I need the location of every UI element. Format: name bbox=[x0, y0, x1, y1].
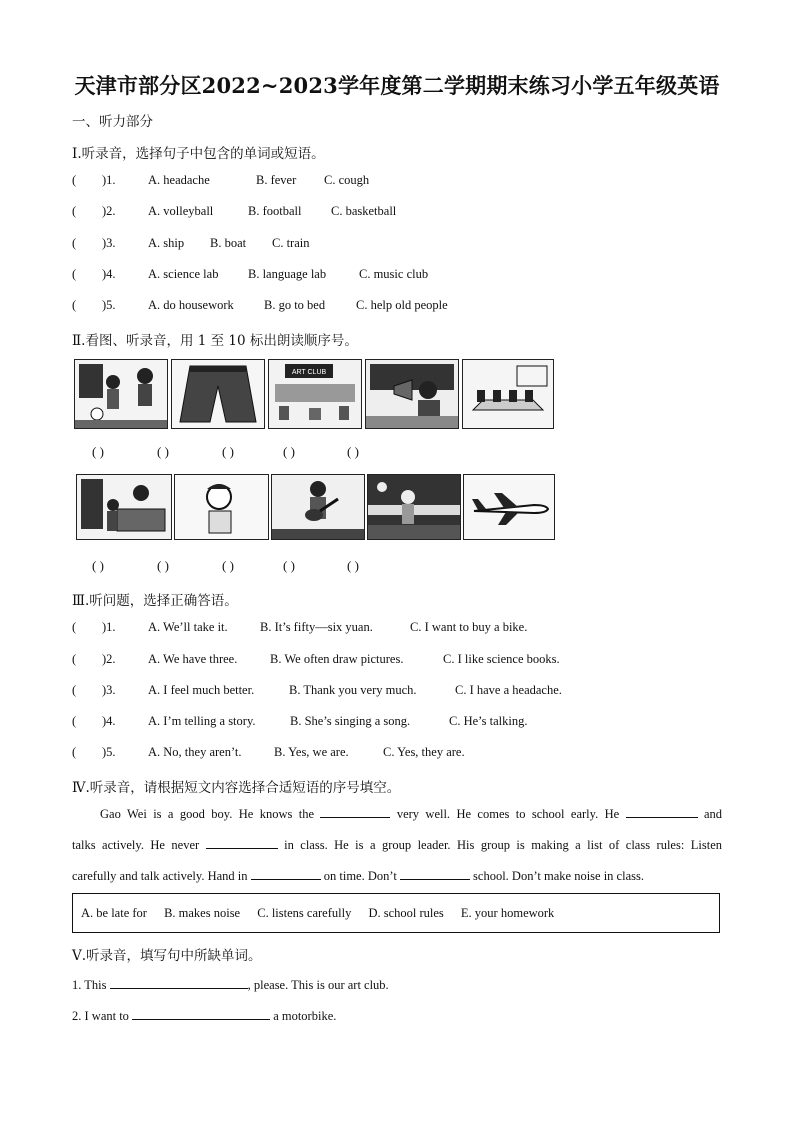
part-heading: 一、听力部分 bbox=[72, 114, 153, 130]
option-e: E. your homework bbox=[460, 906, 555, 920]
svg-text:ART CLUB: ART CLUB bbox=[291, 369, 327, 376]
question-row: ( )4. A. I’m telling a story. B. She’s singing a song. C. He’s talking. bbox=[72, 714, 528, 728]
reading-passage: Gao Wei is a good boy. He knows the very well. He comes to school early. He and talks actively. He never in class. He is a group leader. His group is making a list of class rules: Listen carefully and talk actively. Hand in on time. Don’t school. Don’t make noise in class. bbox=[72, 807, 723, 883]
question-row: ( )2. A. We have three. B. We often draw pictures. C. I like science books. bbox=[72, 652, 560, 666]
answer-bracket: ( ) bbox=[347, 558, 359, 573]
question-row: ( )5. A. do housework B. go to bed C. help old people bbox=[72, 298, 448, 312]
section3-heading: Ⅲ.听问题，选择正确答语。 bbox=[72, 593, 238, 609]
library-desk-picture bbox=[76, 474, 172, 540]
question-row: ( )4. A. science lab B. language lab C. music club bbox=[72, 267, 429, 281]
section4-heading: Ⅳ.听录音，请根据短文内容选择合适短语的序号填空。 bbox=[72, 780, 401, 796]
answer-blank[interactable] bbox=[132, 1007, 270, 1020]
section1-heading: Ⅰ.听录音，选择句子中包含的单词或短语。 bbox=[72, 146, 325, 162]
page-title: 天津市部分区2022~2023学年度第二学期期末练习小学五年级英语 bbox=[74, 73, 720, 98]
answer-blank[interactable] bbox=[626, 805, 698, 818]
answer-blank[interactable] bbox=[251, 867, 321, 880]
sick-boy-picture bbox=[174, 474, 269, 540]
answer-blank[interactable] bbox=[110, 976, 248, 989]
question-row: ( )3. A. ship B. boat C. train bbox=[72, 236, 310, 250]
question-row: ( )3. A. I feel much better. B. Thank you very much. C. I have a headache. bbox=[72, 683, 562, 697]
answer-bracket: ( ) bbox=[92, 558, 104, 573]
option-c: C. listens carefully bbox=[257, 906, 352, 920]
teacher-with-megaphone-picture bbox=[365, 359, 459, 429]
art-club-picture bbox=[268, 359, 362, 429]
answer-blank[interactable] bbox=[206, 836, 278, 849]
question-row: ( )2. A. volleyball B. football C. basketball bbox=[72, 204, 397, 218]
shorts-picture bbox=[171, 359, 265, 429]
answer-bracket: ( ) bbox=[157, 444, 169, 459]
boy-playing-guitar-picture bbox=[271, 474, 365, 540]
answer-bracket: ( ) bbox=[92, 444, 104, 459]
question-row: ( )1. A. headache B. fever C. cough bbox=[72, 173, 370, 187]
boy-walking-at-night-picture bbox=[367, 474, 461, 540]
section2-heading: Ⅱ.看图、听录音，用 1 至 10 标出朗读顺序号。 bbox=[72, 333, 358, 349]
answer-blank[interactable] bbox=[400, 867, 470, 880]
section5-heading: Ⅴ.听录音，填写句中所缺单词。 bbox=[72, 948, 262, 964]
answer-bracket: ( ) bbox=[222, 444, 234, 459]
fill-item: 1. This , please. This is our art club. bbox=[72, 978, 389, 992]
option-b: B. makes noise bbox=[164, 906, 241, 920]
answer-bracket: ( ) bbox=[222, 558, 234, 573]
answer-bracket: ( ) bbox=[283, 444, 295, 459]
answer-bracket: ( ) bbox=[283, 558, 295, 573]
meeting-room-picture bbox=[462, 359, 554, 429]
answer-blank[interactable] bbox=[320, 805, 390, 818]
airplane-picture bbox=[463, 474, 555, 540]
fill-item: 2. I want to a motorbike. bbox=[72, 1009, 337, 1023]
question-row: ( )1. A. We’ll take it. B. It’s fifty—six yuan. C. I want to buy a bike. bbox=[72, 620, 528, 634]
option-d: D. school rules bbox=[368, 906, 444, 920]
options-box bbox=[72, 893, 720, 933]
option-a: A. be late for bbox=[81, 906, 147, 920]
answer-bracket: ( ) bbox=[157, 558, 169, 573]
answer-bracket: ( ) bbox=[347, 444, 359, 459]
question-row: ( )5. A. No, they aren’t. B. Yes, we are. C. Yes, they are. bbox=[72, 745, 465, 759]
children-playing-picture bbox=[74, 359, 168, 429]
